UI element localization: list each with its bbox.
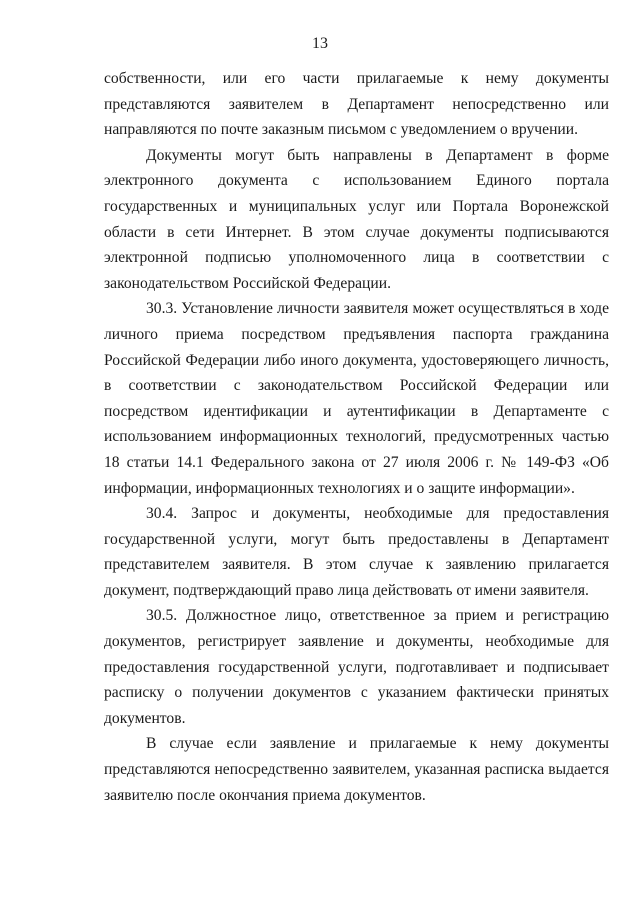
paragraph-30-5-registration: 30.5. Должностное лицо, ответственное за прием и регистрацию документов, регистрирует заявление и документы, необходимые для предоставления государственной услуги, подготавливает и подписывает расписку о получении документов с указанием фактически принятых документов. — [104, 607, 609, 727]
page-number: 13 — [312, 35, 328, 52]
paragraph-electronic-submission: Документы могут быть направлены в Департамент в форме электронного документа с использованием Единого портала государственных и муниципальных услуг или Портала Воронежской области в сети Интернет. В этом случае документы подписываются электронной подписью уполномоченного лица в соответствии с законодательством Российской Федерации. — [104, 146, 609, 292]
document-body — [104, 66, 609, 808]
paragraph-30-4-representative: 30.4. Запрос и документы, необходимые для предоставления государственной услуги, могут быть предоставлены в Департамент представителем заявителя. В этом случае к заявлению прилагается документ, подтверждающий право лица действовать от имени заявителя. — [104, 505, 609, 599]
paragraph-continuation: собственности, или его части прилагаемые к нему документы представляются заявителем в Департамент непосредственно или направляются по почте заказным письмом с уведомлением о вручении. — [104, 70, 609, 139]
paragraph-30-3-identity: 30.3. Установление личности заявителя может осуществляться в ходе личного приема посредством предъявления паспорта гражданина Российской Федерации либо иного документа, удостоверяющего личность, в соответствии с законодательством Российской Федерации или посредством идентификации и аутентификации в Департаменте с использованием информационных технологий, предусмотренных частью 18 статьи 14.1 Федерального закона от 27 июля 2006 г. № 149-ФЗ «Об информации, информационных технологиях и о защите информации». — [104, 300, 609, 497]
paragraph-receipt: В случае если заявление и прилагаемые к нему документы представляются непосредственно заявителем, указанная расписка выдается заявителю после окончания приема документов. — [104, 735, 609, 804]
